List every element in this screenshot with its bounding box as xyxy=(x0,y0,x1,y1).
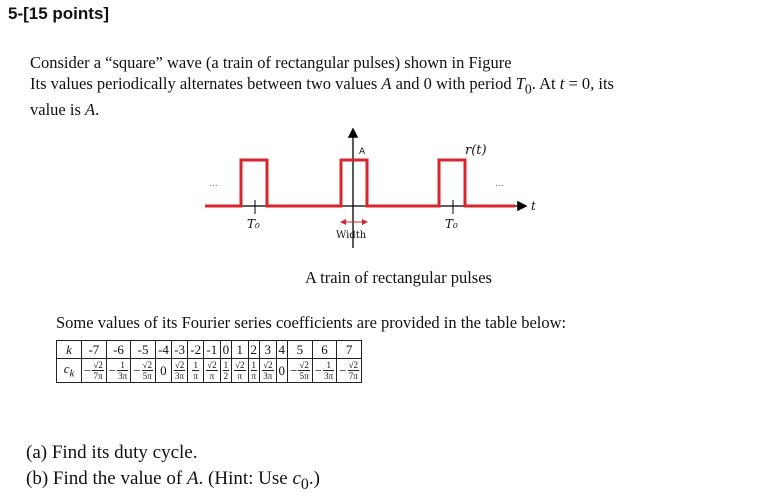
k-value-cell: 0 xyxy=(220,341,232,359)
k-value-cell: 3 xyxy=(260,341,276,359)
minus-sign: − xyxy=(290,362,298,378)
coefficient-value: 0 xyxy=(278,362,286,378)
table-intro: Some values of its Fourier series coefficients are provided in the table below: xyxy=(56,313,567,332)
denominator: 7π xyxy=(93,371,103,381)
question-b-text: (b) Find the value of xyxy=(26,468,187,489)
fraction xyxy=(92,360,103,381)
minus-sign: − xyxy=(108,362,117,378)
numerator: √2 xyxy=(348,360,359,370)
numerator: 1 xyxy=(193,360,198,370)
denominator: π xyxy=(237,371,243,381)
question-b xyxy=(26,466,320,498)
denominator: π xyxy=(251,371,257,381)
denominator: 7π xyxy=(348,371,358,381)
denominator: 3π xyxy=(324,371,334,381)
denominator: 3π xyxy=(175,371,185,381)
fraction xyxy=(117,360,128,381)
coefficient-value: 0 xyxy=(160,362,167,378)
c-value-cell xyxy=(188,359,204,383)
k-value-cell: -2 xyxy=(188,341,204,359)
numerator: √2 xyxy=(93,360,103,370)
numerator: √2 xyxy=(263,360,273,370)
c-value-cell xyxy=(248,359,260,383)
figure-caption: A train of rectangular pulses xyxy=(305,268,492,287)
c-value-cell xyxy=(106,359,130,383)
k-value-cell: 1 xyxy=(232,341,248,359)
fraction xyxy=(174,360,185,381)
c-value-cell xyxy=(82,359,107,383)
numerator: √2 xyxy=(142,360,152,370)
c-value-cell xyxy=(337,359,362,383)
question-b-text: .) xyxy=(308,468,320,489)
symbol-a: A xyxy=(85,100,96,120)
intro-text: . At xyxy=(531,74,560,93)
denominator: π xyxy=(193,371,198,381)
minus-sign: − xyxy=(133,362,141,378)
question-b-text: . (Hint: Use xyxy=(198,468,293,489)
ellipsis-right: ... xyxy=(495,179,504,189)
intro-line-1: Consider a “square” wave (a train of rectangular pulses) shown in Figure xyxy=(30,53,512,72)
signal-label: r(t) xyxy=(465,143,487,158)
question-a: (a) Find its duty cycle. xyxy=(26,442,198,463)
symbol-subscript: 0 xyxy=(300,475,309,493)
minus-sign: − xyxy=(84,362,92,378)
k-value-cell: -4 xyxy=(155,341,171,359)
symbol-a: A xyxy=(186,468,199,489)
c-value-cell xyxy=(260,359,276,383)
problem-heading: 5-[15 points] xyxy=(8,4,110,23)
denominator: π xyxy=(209,371,215,381)
c-value-cell xyxy=(204,359,220,383)
c-value-cell xyxy=(288,359,313,383)
fraction xyxy=(206,360,217,381)
fraction xyxy=(262,360,273,381)
intro-text: Its values periodically alternates between two values xyxy=(30,74,382,93)
fraction xyxy=(251,360,258,381)
c-value-cell xyxy=(155,359,171,383)
intro-text: = 0, its xyxy=(564,74,614,93)
width-label: Width xyxy=(336,230,367,241)
c-value-cell xyxy=(220,359,232,383)
problem-intro xyxy=(30,52,750,120)
period-label-left: T₀ xyxy=(247,217,260,231)
t-axis-label: t xyxy=(531,199,536,213)
minus-sign: − xyxy=(314,362,323,378)
k-value-cell: 7 xyxy=(337,341,362,359)
numerator: √2 xyxy=(299,360,309,370)
k-value-cell: -5 xyxy=(131,341,156,359)
denominator: 3π xyxy=(263,371,273,381)
numerator: 1 xyxy=(117,360,128,371)
k-value-cell: -7 xyxy=(82,341,107,359)
fraction xyxy=(192,360,199,381)
intro-text: value is xyxy=(30,100,85,120)
intro-line-2 xyxy=(30,73,750,99)
denominator: 2 xyxy=(223,371,229,381)
numerator: 1 xyxy=(223,360,229,370)
fraction xyxy=(234,360,245,381)
symbol-subscript: 0 xyxy=(524,81,532,97)
denominator: 5π xyxy=(142,371,152,381)
amplitude-label: A xyxy=(359,147,366,157)
k-header: k xyxy=(57,341,82,359)
intro-line-3 xyxy=(30,99,750,120)
c-value-cell xyxy=(232,359,248,383)
k-value-cell: 5 xyxy=(288,341,313,359)
questions xyxy=(26,440,320,498)
ellipsis-left: ... xyxy=(209,179,218,189)
k-value-cell: 6 xyxy=(312,341,336,359)
intro-text: . xyxy=(95,100,100,120)
k-value-cell: 2 xyxy=(248,341,260,359)
c-row xyxy=(57,359,362,383)
pulse-waveform xyxy=(205,160,515,206)
c-value-cell xyxy=(131,359,156,383)
symbol-a: A xyxy=(381,74,392,93)
numerator: √2 xyxy=(235,360,245,370)
c-value-cell xyxy=(276,359,288,383)
c-symbol: c xyxy=(63,361,70,377)
c-header xyxy=(57,359,82,383)
numerator: √2 xyxy=(207,360,217,370)
symbol-t: T xyxy=(515,74,525,93)
numerator: 1 xyxy=(251,360,257,370)
symbol-c: c xyxy=(292,468,301,489)
fraction xyxy=(323,360,334,381)
c-value-cell xyxy=(171,359,187,383)
fraction xyxy=(142,360,153,381)
k-value-cell: -6 xyxy=(106,341,130,359)
denominator: 3π xyxy=(118,371,128,381)
fraction xyxy=(298,360,309,381)
fraction xyxy=(223,360,230,381)
k-value-cell: -3 xyxy=(171,341,187,359)
numerator: √2 xyxy=(174,360,185,370)
k-row xyxy=(57,341,362,359)
minus-sign: − xyxy=(339,362,347,378)
k-value-cell: -1 xyxy=(204,341,220,359)
fourier-coefficient-table xyxy=(56,340,362,383)
symbol-time: t xyxy=(559,74,565,93)
k-value-cell: 4 xyxy=(276,341,288,359)
period-label-right: T₀ xyxy=(445,217,458,231)
fraction xyxy=(348,360,359,381)
c-symbol-subscript: k xyxy=(69,367,75,380)
intro-text: and 0 with period xyxy=(391,74,516,93)
numerator: 1 xyxy=(323,360,334,371)
c-value-cell xyxy=(312,359,336,383)
denominator: 5π xyxy=(299,371,309,381)
pulse-train-figure xyxy=(195,128,555,258)
